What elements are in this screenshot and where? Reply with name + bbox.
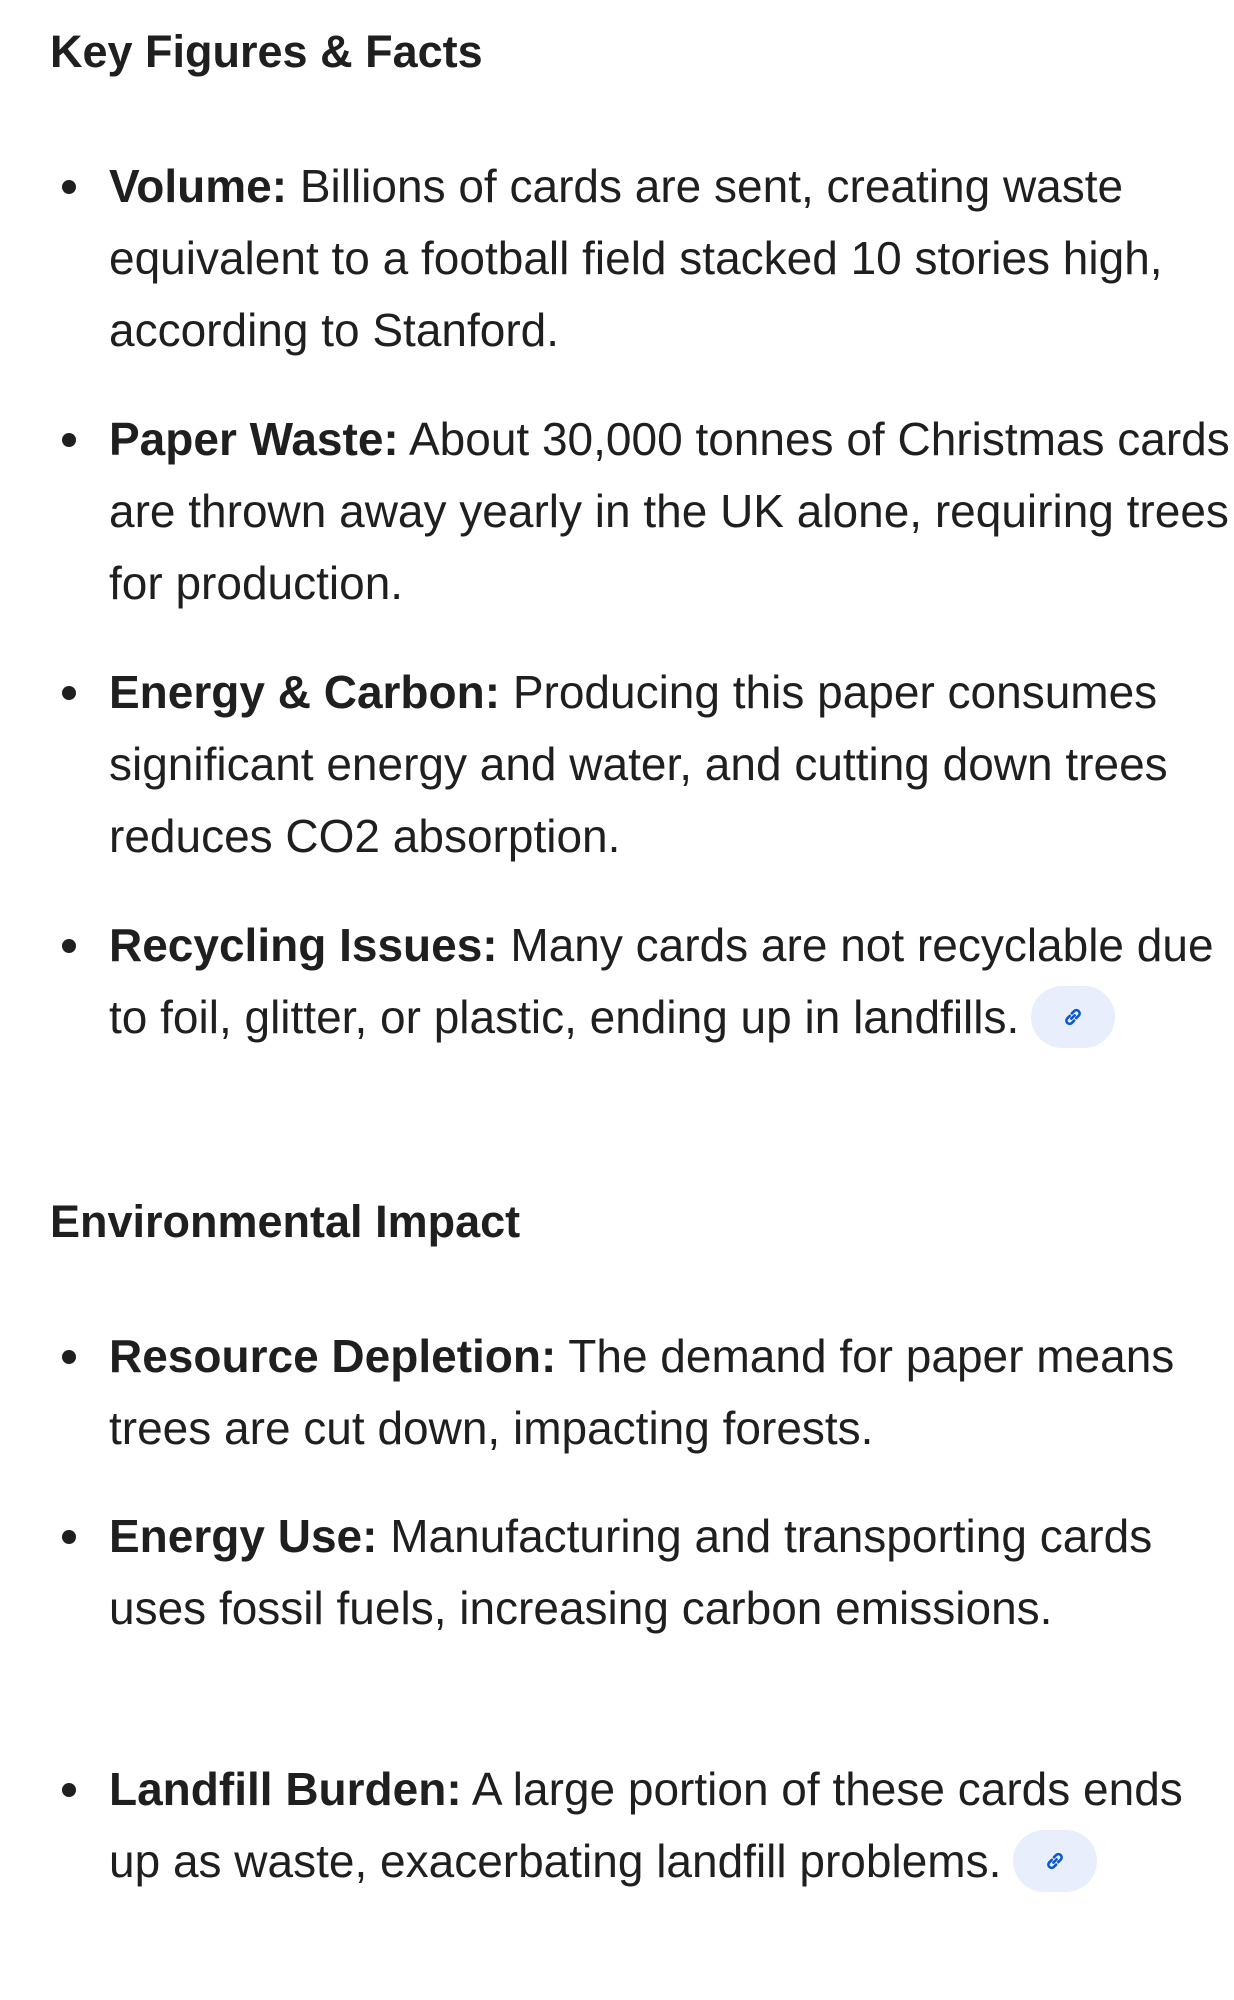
list-item-term: Energy Use: xyxy=(109,1510,378,1562)
bullet-icon xyxy=(62,1530,76,1544)
list-item-text xyxy=(109,150,1234,366)
list-item-description: About 30,000 tonnes of Christmas cards are thrown away yearly in the UK alone, requiring trees for production. xyxy=(109,413,1230,609)
section-heading-environmental-impact: Environmental Impact xyxy=(50,1196,521,1247)
list-item-term: Volume: xyxy=(109,160,288,212)
list-item-text xyxy=(109,656,1234,872)
bullet-icon xyxy=(62,686,76,700)
list-item-description: The demand for paper means trees are cut down, impacting forests. xyxy=(109,1330,1175,1454)
list-item-term: Resource Depletion: xyxy=(109,1330,557,1382)
list-item-description: Manufacturing and transporting cards uses fossil fuels, increasing carbon emissions. xyxy=(109,1510,1153,1634)
list-item-term: Landfill Burden: xyxy=(109,1763,462,1815)
list-item-description: A large portion of these cards ends up as waste, exacerbating landfill problems. xyxy=(109,1763,1183,1887)
list-item-description: Producing this paper consumes significant energy and water, and cutting down trees reduces CO2 absorption. xyxy=(109,666,1168,862)
list-item-text xyxy=(109,403,1234,619)
link-icon xyxy=(1060,1004,1086,1030)
source-link-chip[interactable] xyxy=(1031,986,1115,1048)
list-item-term: Paper Waste: xyxy=(109,413,399,465)
list-item-text xyxy=(109,1500,1234,1644)
link-icon xyxy=(1042,1848,1068,1874)
source-link-chip[interactable] xyxy=(1013,1830,1097,1892)
list-item-term: Energy & Carbon: xyxy=(109,666,501,718)
bullet-icon xyxy=(62,939,76,953)
bullet-icon xyxy=(62,180,76,194)
section-heading-key-figures: Key Figures & Facts xyxy=(50,26,483,77)
list-item-text xyxy=(109,909,1234,1053)
list-item-term: Recycling Issues: xyxy=(109,919,498,971)
bullet-icon xyxy=(62,1350,76,1364)
list-item-text xyxy=(109,1320,1234,1464)
list-item-text xyxy=(109,1753,1234,1897)
bullet-icon xyxy=(62,433,76,447)
list-item-description: Billions of cards are sent, creating waste equivalent to a football field stacked 10 stories high, according to Stanford. xyxy=(109,160,1163,356)
list-item-description: Many cards are not recyclable due to foil, glitter, or plastic, ending up in landfills. xyxy=(109,919,1214,1043)
bullet-icon xyxy=(62,1783,76,1797)
